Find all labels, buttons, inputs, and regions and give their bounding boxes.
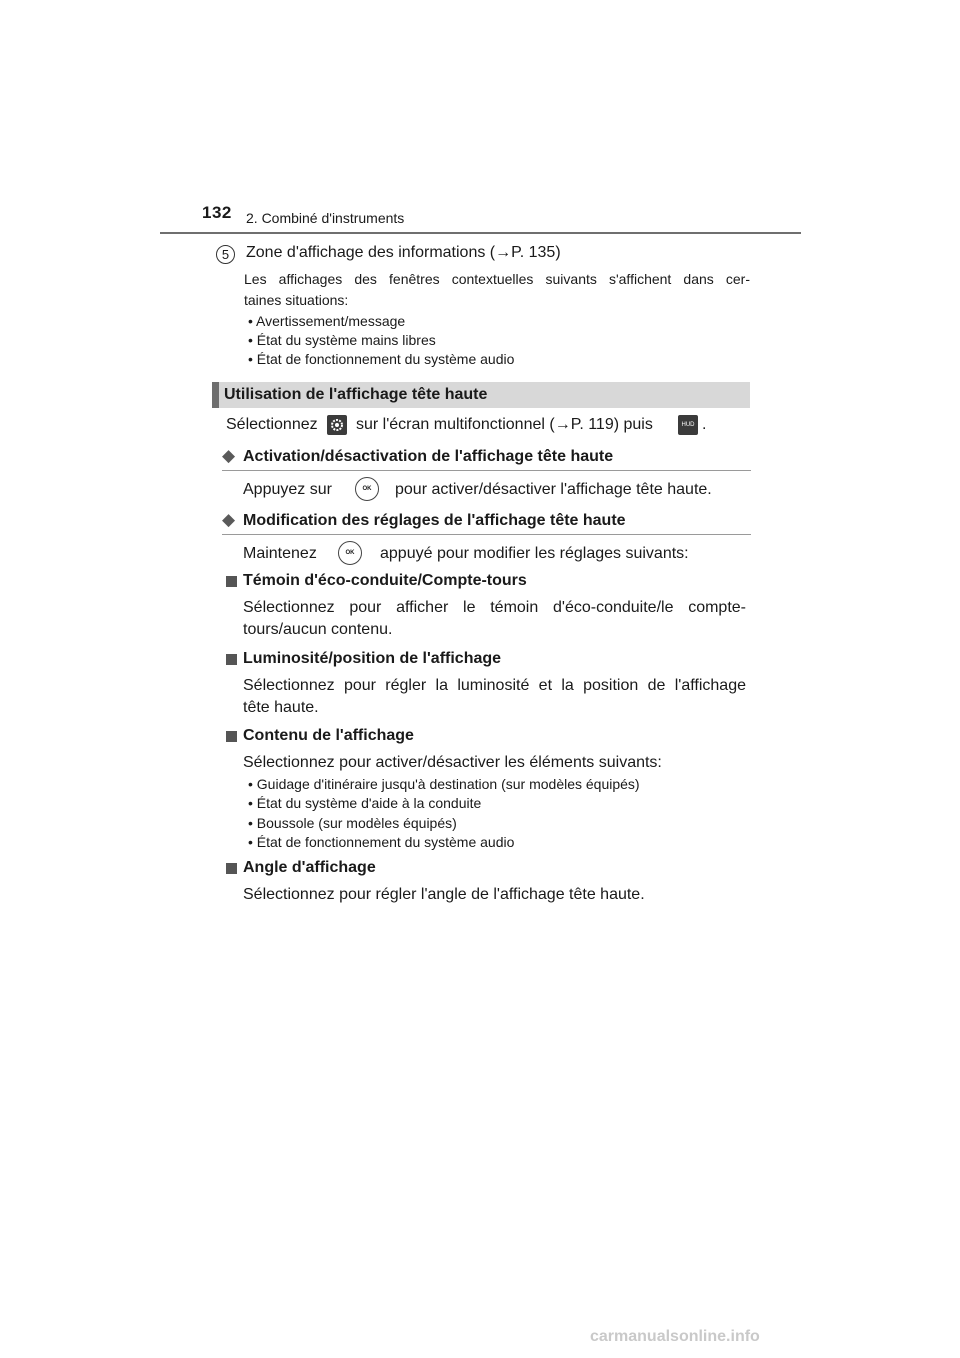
watermark: carmanualsonline.info	[590, 1328, 760, 1345]
activation-text-b: pour activer/désactiver l'affichage tête haute.	[395, 481, 712, 498]
contenu-line1: Sélectionnez pour activer/désactiver les éléments suivants:	[243, 754, 662, 771]
lum-line2: tête haute.	[243, 699, 319, 716]
modification-heading: Modification des réglages de l'affichage tête haute	[243, 512, 626, 529]
item5-page-ref[interactable]: P. 135)	[511, 244, 561, 261]
header-divider	[160, 232, 801, 234]
item5-title-text: Zone d'affichage des informations (	[246, 244, 496, 261]
list-item: • État de fonctionnement du système audio	[248, 834, 515, 850]
item5-desc-line2: taines situations:	[244, 292, 349, 308]
list-item: • Boussole (sur modèles équipés)	[248, 815, 457, 831]
modification-text-a: Maintenez	[243, 545, 317, 562]
arrow-right-icon: →	[495, 244, 512, 261]
item5-desc-line1: Les affichages des fenêtres contextuelles suivants s'affichent dans cer-	[244, 271, 750, 287]
intro-text: sur l'écran multifonctionnel (→P. 119) puis	[356, 416, 653, 433]
modification-text-b: appuyé pour modifier les réglages suivants:	[380, 545, 689, 562]
diamond-bullet-icon: ◆	[222, 510, 236, 529]
intro-page-ref[interactable]: P. 119) puis	[570, 416, 653, 433]
ok-button-icon: OK	[338, 541, 362, 565]
eco-title: Témoin d'éco-conduite/Compte-tours	[243, 572, 527, 589]
square-bullet-icon	[226, 654, 237, 665]
angle-title: Angle d'affichage	[243, 859, 376, 876]
item5-title	[246, 244, 561, 262]
eco-line2: tours/aucun contenu.	[243, 621, 393, 638]
square-bullet-icon	[226, 576, 237, 587]
item-number-badge: 5	[216, 245, 235, 264]
lum-line1: Sélectionnez pour régler la luminosité et la position de l'affichage	[243, 677, 746, 694]
lum-title: Luminosité/position de l'affichage	[243, 650, 502, 667]
activation-heading: Activation/désactivation de l'affichage tête haute	[243, 448, 614, 465]
gear-icon	[327, 415, 347, 435]
page-number: 132	[202, 203, 232, 222]
arrow-right-icon: →	[554, 416, 571, 433]
activation-text-a: Appuyez sur	[243, 481, 332, 498]
section-title: Utilisation de l'affichage tête haute	[224, 386, 488, 403]
ok-button-icon: OK	[355, 477, 379, 501]
square-bullet-icon	[226, 731, 237, 742]
list-item: • État de fonctionnement du système audio	[248, 351, 515, 367]
list-item: • État du système d'aide à la conduite	[248, 795, 482, 811]
gear-icon-glyph	[327, 415, 347, 435]
list-item: • Avertissement/message	[248, 313, 406, 329]
contenu-title: Contenu de l'affichage	[243, 727, 414, 744]
list-item: • État du système mains libres	[248, 332, 436, 348]
subheading-divider	[222, 534, 751, 535]
diamond-bullet-icon: ◆	[222, 446, 236, 465]
hud-icon: HUD	[678, 415, 698, 435]
angle-line1: Sélectionnez pour régler l'angle de l'affichage tête haute.	[243, 886, 645, 903]
intro-select: Sélectionnez	[226, 416, 318, 433]
list-item: • Guidage d'itinéraire jusqu'à destination (sur modèles équipés)	[248, 776, 640, 792]
intro-period: .	[702, 416, 707, 433]
subheading-divider	[222, 470, 751, 471]
eco-line1: Sélectionnez pour afficher le témoin d'éco-conduite/le compte-	[243, 599, 746, 616]
square-bullet-icon	[226, 863, 237, 874]
chapter-title: 2. Combiné d'instruments	[246, 210, 405, 226]
